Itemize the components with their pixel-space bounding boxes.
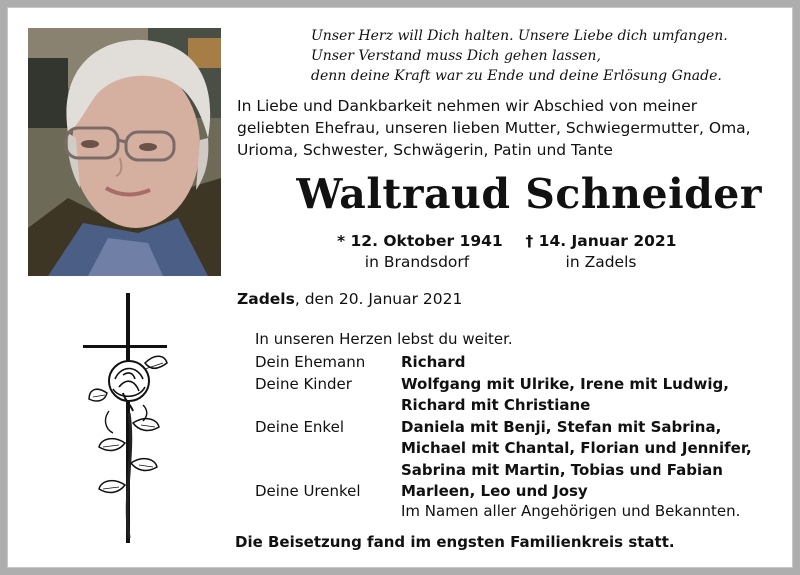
- date-line: , den 20. Januar 2021: [294, 290, 463, 308]
- family-names: [401, 352, 466, 374]
- intro-line: In Liebe und Dankbarkeit nehmen wir Abschied von meiner: [237, 97, 698, 115]
- family-names: [401, 481, 588, 503]
- death-date: † 14. Januar 2021: [525, 232, 677, 250]
- birth-date: * 12. Oktober 1941: [337, 232, 503, 250]
- poem-line: denn deine Kraft war zu Ende und deine Erlösung Gnade.: [311, 68, 722, 84]
- birth-place: in Brandsdorf: [364, 253, 470, 271]
- poem-line: Unser Verstand muss Dich gehen lassen,: [311, 48, 601, 64]
- family-label: Deine Enkel: [255, 417, 344, 436]
- intro-line: Urioma, Schwester, Schwägerin, Patin und Tante: [237, 141, 613, 159]
- family-names: [401, 417, 752, 482]
- motto: In unseren Herzen lebst du weiter.: [255, 330, 513, 348]
- family-name-line: Daniela mit Benji, Stefan mit Sabrina,: [401, 417, 722, 436]
- family-name-line: Sabrina mit Martin, Tobias und Fabian: [401, 460, 723, 479]
- place-date-line: [237, 290, 462, 308]
- burial-note: Die Beisetzung fand im engsten Familienkreis statt.: [235, 533, 675, 551]
- birth-info: [337, 231, 503, 273]
- intro-text: [237, 95, 782, 161]
- family-row: [255, 352, 752, 374]
- family-name-line: Marleen, Leo und Josy: [401, 482, 588, 500]
- family-name-line: Richard: [401, 353, 466, 371]
- closing-line: Im Namen aller Angehörigen und Bekannten.: [401, 502, 741, 520]
- family-names: [401, 374, 729, 417]
- cross-with-rose-icon: [83, 293, 173, 543]
- family-list: [255, 352, 752, 503]
- family-label: Deine Kinder: [255, 374, 352, 393]
- family-name-line: Wolfgang mit Ulrike, Irene mit Ludwig,: [401, 374, 729, 393]
- family-row: [255, 374, 752, 417]
- intro-line: geliebten Ehefrau, unseren lieben Mutter, Schwiegermutter, Oma,: [237, 119, 751, 137]
- family-row: [255, 481, 752, 503]
- family-row: [255, 417, 752, 482]
- deceased-name: Waltraud Schneider: [296, 170, 762, 218]
- poem-line: Unser Herz will Dich halten. Unsere Liebe dich umfangen.: [311, 28, 728, 44]
- death-place: in Zadels: [565, 253, 637, 271]
- poem: [311, 26, 781, 86]
- family-name-line: Michael mit Chantal, Florian und Jennifer,: [401, 439, 752, 457]
- family-name-line: Richard mit Christiane: [401, 396, 591, 414]
- family-label: Deine Urenkel: [255, 482, 361, 500]
- location: Zadels: [237, 290, 295, 308]
- death-info: [517, 231, 685, 273]
- family-label: Dein Ehemann: [255, 353, 366, 371]
- portrait-photo: [28, 28, 221, 276]
